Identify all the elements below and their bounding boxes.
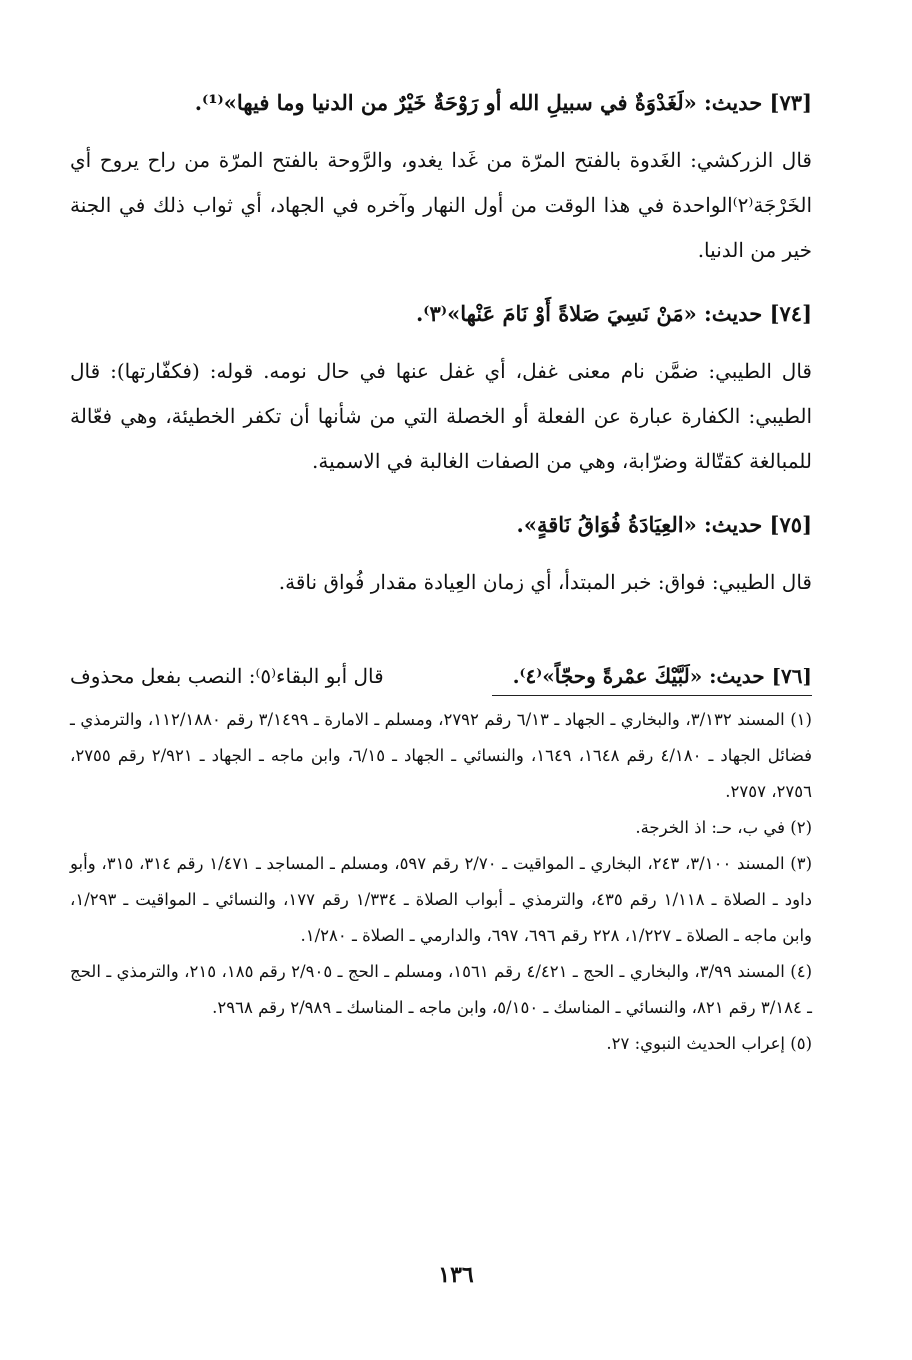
- footnote-1: (١) المسند ٣/١٣٢، والبخاري ـ الجهاد ـ ٦/١٣ رقم ٢٧٩٢، ومسلم ـ الامارة ـ ٣/١٤٩٩ رقم ١١٢/١٨٨٠، والترمذي ـ فضائل الجهاد ـ ٤/١٨٠ رقم ١٦٤٨، ١٦٤٩، والنسائي ـ الجهاد ـ ٦/١٥، وابن ماجه ـ الجهاد ـ ٢/٩٢١ رقم ٢٧٥٥، ٢٧٥٦، ٢٧٥٧.: [70, 710, 813, 801]
- spacer: [70, 629, 812, 659]
- hadith-74-heading: [٧٤] حديث: «مَنْ نَسِيَ صَلاةً أَوْ نَامَ عَنْها»⁽٣⁾.: [415, 301, 812, 326]
- hadith-74-commentary: قال الطيبي: ضمَّن نام معنى غفل، أي غفل عنها في حال نومه. قوله: (فكفّارتها): قال الطيبي: الكفارة عبارة عن الفعلة أو الخصلة التي من شأنها أن تكفر الخطيئة، وهي فعّالة للمبالغة كقتّالة وضرّابة، وهي من الصفات الغالبة في الاسمية.: [70, 359, 812, 473]
- hadith-76-rest: قال أبو البقاء⁽٥⁾: النصب بفعل محذوف: [70, 664, 384, 688]
- footnote-4: (٤) المسند ٣/٩٩، والبخاري ـ الحج ـ ٤/٤٢١ رقم ١٥٦١، ومسلم ـ الحج ـ ٢/٩٠٥ رقم ١٨٥، ٢١٥، والترمذي ـ الحج ـ ٣/١٨٤ رقم ٨٢١، والنسائي ـ المناسك ـ ٥/١٥٠، وابن ماجه ـ المناسك ـ ٢/٩٨٩ رقم ٢٩٦٨.: [70, 962, 813, 1017]
- hadith-75-heading: [٧٥] حديث: «العِيَادَةُ فُوَاقُ نَاقةٍ».: [516, 512, 812, 537]
- hadith-76-line: [70, 659, 812, 693]
- page-number: ١٣٦: [438, 1262, 474, 1288]
- hadith-75-commentary: قال الطيبي: فواق: خبر المبتدأ، أي زمان العِيادة مقدار فُواق ناقة.: [278, 570, 812, 594]
- hadith-73-commentary: قال الزركشي: الغَدوة بالفتح المرّة من غَدا يغدو، والرَّوحة بالفتح المرّة من راح يروح أي الخَرْجَة⁽٢⁾الواحدة في هذا الوقت من أول النهار وآخره في الجهاد، أي ثواب ذلك في الجنة خير من الدنيا.: [70, 148, 812, 262]
- hadith-76-heading: [٧٦] حديث: «لَبَّيْكَ عمْرةً وحجّاً»⁽٤⁾.: [512, 664, 812, 688]
- hadith-73-heading: [٧٣] حديث: «لَغَدْوَةٌ في سبيلِ الله أو رَوْحَةٌ خَيْرٌ من الدنيا وما فيها»⁽¹⁾.: [194, 90, 812, 115]
- page-content: [70, 86, 812, 1062]
- footnote-5: (٥) إعراب الحديث النبوي: ٢٧.: [606, 1034, 812, 1053]
- footnote-rule: [492, 695, 812, 696]
- footnote-2: (٢) في ب، حـ: اذ الخرجة.: [635, 818, 812, 837]
- footnote-3: (٣) المسند ٣/١٠٠، ٢٤٣، البخاري ـ المواقيت ـ ٢/٧٠ رقم ٥٩٧، ومسلم ـ المساجد ـ ١/٤٧١ رقم ٣١٤، ٣١٥، وأبو داود ـ الصلاة ـ ١/١١٨ رقم ٤٣٥، والترمذي ـ أبواب الصلاة ـ ١/٣٣٤ رقم ١٧٧، والنسائي ـ المواقيت ـ ١/٢٩٣، وابن ماجه ـ الصلاة ـ ١/٢٢٧، ٢٢٨ رقم ٦٩٦، ٦٩٧، والدارمي ـ الصلاة ـ ١/٢٨٠.: [70, 854, 813, 945]
